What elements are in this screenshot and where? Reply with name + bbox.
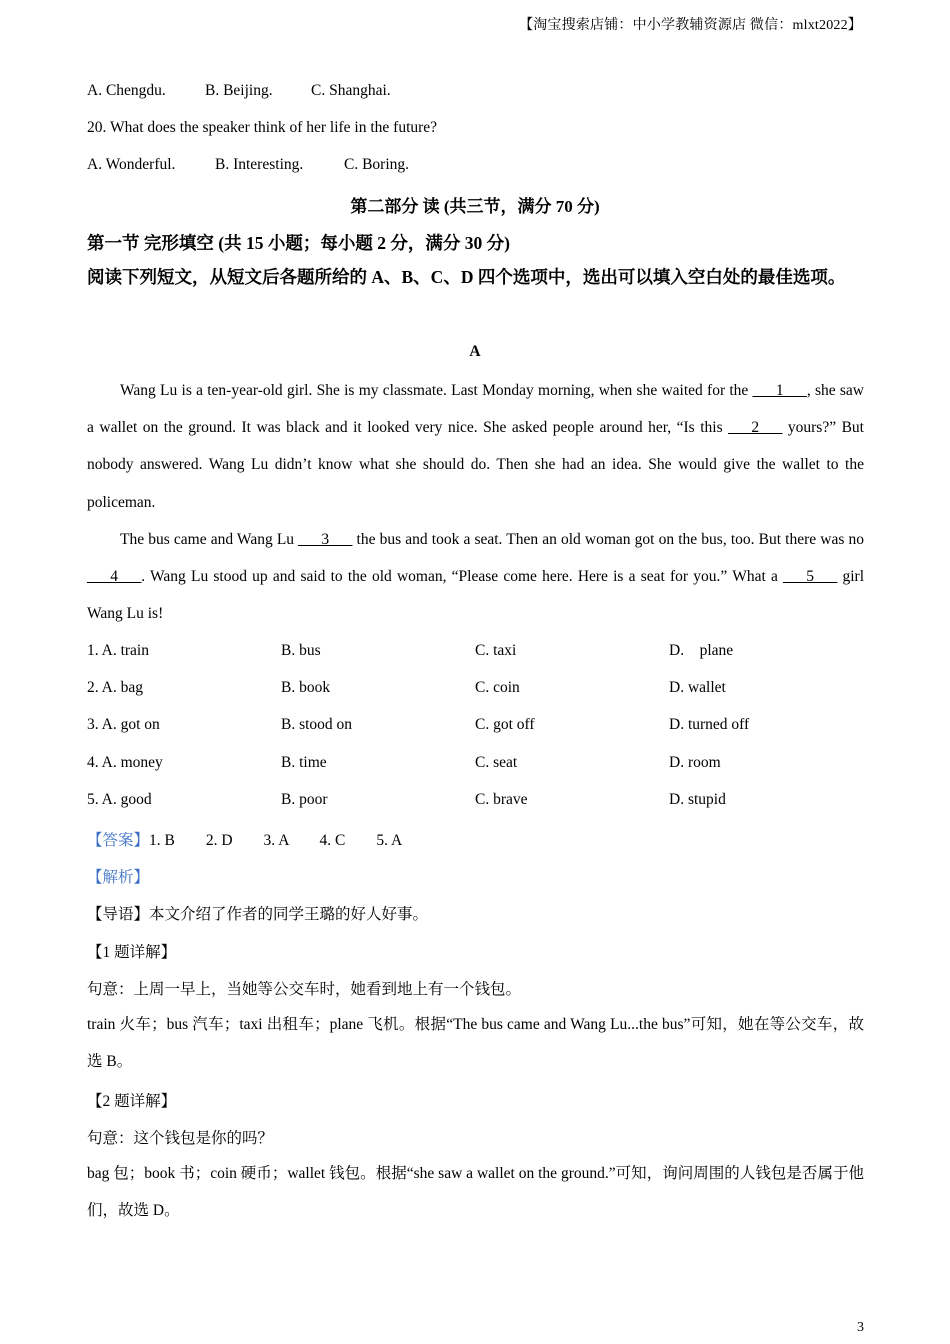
- answers: 1. B 2. D 3. A 4. C 5. A: [149, 832, 403, 849]
- choice-4-d: D. room: [669, 754, 721, 771]
- instruction: 阅读下列短文，从短文后各题所给的 A、B、C、D 四个选项中，选出可以填入空白处的最佳选项。: [87, 267, 846, 287]
- q19-option-c: C. Shanghai.: [311, 82, 391, 99]
- passage-text: . Wang Lu stood up and said to the old woman, “Please come here. Here is a seat for you.” What a: [141, 568, 784, 586]
- q20-question: 20. What does the speaker think of her life in the future?: [87, 119, 438, 136]
- q19-option-a: A. Chengdu.: [87, 82, 166, 99]
- passage-text: Wang Lu is a ten-year-old girl. She is my classmate. Last Monday morning, when she waited for the: [120, 382, 753, 399]
- choice-3-c: C. got off: [475, 716, 535, 733]
- choice-5-a: 5. A. good: [87, 791, 152, 808]
- choice-2-c: C. coin: [475, 679, 520, 696]
- choice-5-b: B. poor: [281, 791, 328, 808]
- q20-option-c: C. Boring.: [344, 156, 410, 173]
- passage-paragraph-1: [87, 372, 864, 521]
- part2-title: 第二部分 读 (共三节，满分 70 分): [350, 197, 600, 216]
- choice-1-d: D. plane: [669, 642, 734, 659]
- answer-line: [87, 828, 402, 850]
- choice-5-c: C. brave: [475, 791, 528, 808]
- passage-label: A: [469, 343, 481, 360]
- header-note: 【淘宝搜索店铺：中小学教辅资源店 微信：mlxt2022】: [519, 18, 862, 33]
- q20-option-b: B. Interesting.: [215, 156, 304, 173]
- choice-4-a: 4. A. money: [87, 754, 163, 771]
- detail2-meaning: 句意：这个钱包是你的吗？: [87, 1130, 274, 1147]
- passage-text: The bus came and Wang Lu: [120, 531, 299, 548]
- detail1-title: 【1 题详解】: [87, 944, 177, 961]
- choice-3-d: D. turned off: [669, 716, 750, 733]
- guide: 【导语】本文介绍了作者的同学王璐的好人好事。: [87, 906, 429, 923]
- passage-text: girl Wang Lu is!: [87, 568, 864, 623]
- detail1-explain: train 火车；bus 汽车；taxi 出租车；plane 飞机。根据“The bus came and Wang Lu...the bus”可知，她在等公交车，故选 B。: [87, 1016, 864, 1071]
- blank-2: ___2___: [728, 419, 783, 437]
- blank-1: ___1___: [752, 382, 807, 399]
- choice-1-b: B. bus: [281, 642, 321, 659]
- detail2-title: 【2 题详解】: [87, 1093, 177, 1110]
- blank-5: ___5___: [783, 568, 838, 586]
- choice-2-b: B. book: [281, 679, 331, 696]
- detail2-explain: bag 包；book 书；coin 硬币；wallet 钱包。根据“she saw a wallet on the ground.”可知，询问周围的人钱包是否属于他们，故选 D。: [87, 1165, 864, 1220]
- page-number: 3: [857, 1320, 864, 1335]
- choice-5-d: D. stupid: [669, 791, 726, 808]
- choice-1-c: C. taxi: [475, 642, 517, 659]
- choice-4-b: B. time: [281, 754, 327, 771]
- detail1-meaning: 句意：上周一早上，当她等公交车时，她看到地上有一个钱包。: [87, 981, 522, 998]
- choice-2-d: D. wallet: [669, 679, 726, 696]
- passage-text: yours?” But nobody answered. Wang Lu didn’t know what she should do. Then she had an idea. She would give the wallet to the policeman.: [87, 419, 864, 511]
- choice-3-b: B. stood on: [281, 716, 353, 733]
- analysis-label: 【解析】: [87, 869, 150, 886]
- blank-3: ___3___: [298, 531, 353, 548]
- q20-options: [87, 156, 409, 174]
- passage-text: the bus and took a seat. Then an old woman got on the bus, too. But there was no: [352, 531, 864, 548]
- answer-label: 【答案】: [87, 832, 150, 849]
- section1-title: 第一节 完形填空 (共 15 小题；每小题 2 分，满分 30 分): [87, 233, 510, 253]
- choice-2-a: 2. A. bag: [87, 679, 143, 696]
- passage-text: , she saw a wallet on the ground. It was black and it looked very nice. She asked people around her, “Is this: [87, 382, 864, 437]
- choice-3-a: 3. A. got on: [87, 716, 160, 733]
- q20-option-a: A. Wonderful.: [87, 156, 176, 173]
- blank-4: ___4___: [87, 568, 142, 586]
- passage-paragraph-2: [87, 521, 864, 633]
- choice-4-c: C. seat: [475, 754, 518, 771]
- choice-1-a: 1. A. train: [87, 642, 149, 659]
- q19-options: [87, 82, 391, 100]
- q19-option-b: B. Beijing.: [205, 82, 273, 99]
